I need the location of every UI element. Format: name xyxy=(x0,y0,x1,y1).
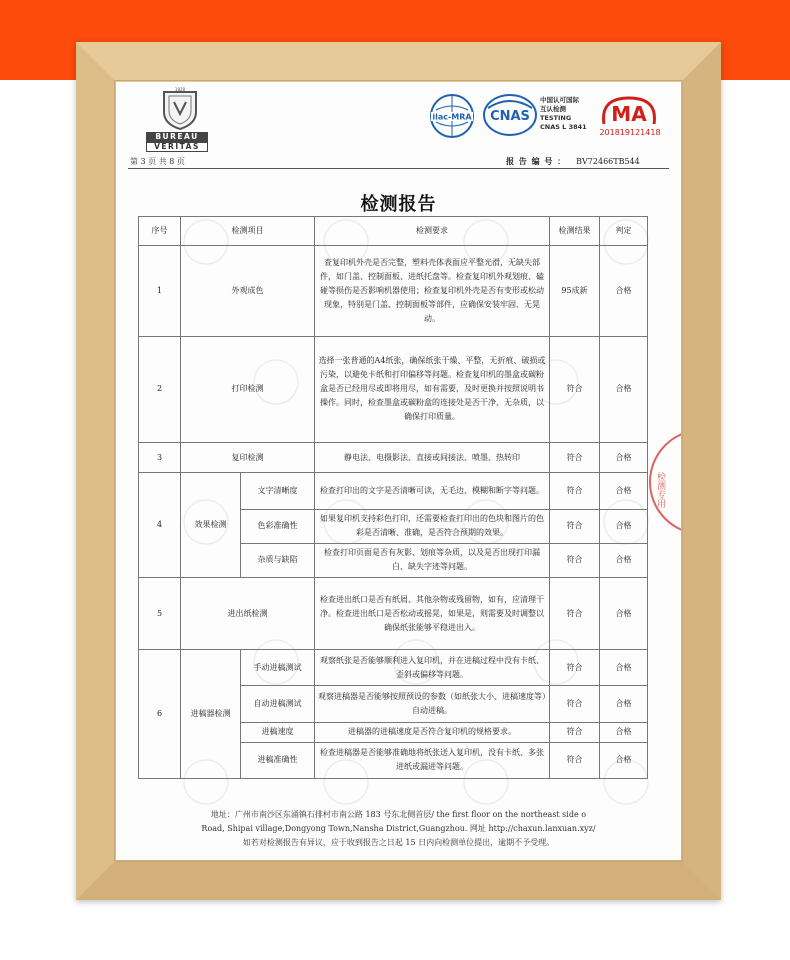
svg-text:ilac-MRA: ilac-MRA xyxy=(432,112,472,122)
svg-text:检测专用: 检测专用 xyxy=(655,472,665,508)
row-subitem: 进稿准确性 xyxy=(241,742,315,778)
row-verdict: 合格 xyxy=(600,543,648,577)
row-item: 进出纸检测 xyxy=(181,577,315,649)
row-requirement: 检查打印出的文字是否清晰可读，无毛边、模糊和断字等问题。 xyxy=(315,473,550,509)
row-verdict: 合格 xyxy=(600,509,648,543)
ilac-mra-logo xyxy=(428,92,476,140)
row-verdict: 合格 xyxy=(600,650,648,686)
report-number-label: 报 告 编 号 ： xyxy=(506,157,567,166)
row-item: 外观成色 xyxy=(181,246,315,336)
row-result: 符合 xyxy=(550,742,600,778)
row-requirement: 选择一张普通的A4纸张，确保纸张干燥、平整，无折痕、破损或污染，以避免卡纸和打印偏移等问题。检查复印机的墨盒或碳粉盒是否已经用尽或即将用尽，如有需要，及时更换并按照说明书操作。同时，检查墨盒或碳粉盒的连接处是否干净、无杂质，以确保打印质量。 xyxy=(315,336,550,443)
row-result: 符合 xyxy=(550,443,600,473)
inspection-table xyxy=(138,216,648,779)
row-item: 复印检测 xyxy=(181,443,315,473)
report-number-value: BV72466TB544 xyxy=(576,157,640,166)
cnas-line: TESTING xyxy=(540,114,572,122)
row-requirement: 检查打印页面是否有灰影、划痕等杂质，以及是否出现打印漏白、缺失字迹等问题。 xyxy=(315,543,550,577)
cnas-text-block xyxy=(540,96,602,132)
header-cell: 检测要求 xyxy=(315,217,550,246)
bv-seal-icon xyxy=(160,86,200,130)
row-result: 符合 xyxy=(550,509,600,543)
row-item: 效果检测 xyxy=(181,473,241,578)
row-verdict: 合格 xyxy=(600,686,648,722)
cma-logo xyxy=(596,94,662,128)
row-verdict: 合格 xyxy=(600,246,648,336)
cnas-line: CNAS L 3841 xyxy=(540,123,587,131)
row-number: 1 xyxy=(139,246,181,336)
header-cell: 判定 xyxy=(600,217,648,246)
table-row xyxy=(139,443,648,473)
row-verdict: 合格 xyxy=(600,722,648,742)
header-cell: 检测结果 xyxy=(550,217,600,246)
row-requirement: 观察纸张是否能够顺利进入复印机，并在进稿过程中没有卡纸、歪斜或偏移等问题。 xyxy=(315,650,550,686)
address-line-en: Road, Shipai village,Dongyong Town,Nansha District,Guangzhou. 网址 http://chaxun.lanxuan.xyz/ xyxy=(201,824,596,833)
red-stamp-partial xyxy=(648,422,681,542)
row-result: 符合 xyxy=(550,543,600,577)
row-result: 符合 xyxy=(550,650,600,686)
row-result: 符合 xyxy=(550,577,600,649)
report-title: 检测报告 xyxy=(360,194,437,215)
row-requirement: 检查进出纸口是否有纸屑、其他杂物或残留物，如有，应清理干净。检查进出纸口是否松动或摇晃，如果是，则需要及时调整以确保纸张能够平稳进出入。 xyxy=(315,577,550,649)
cnas-line: 中国认可国际 xyxy=(540,96,579,104)
cnas-logo xyxy=(482,92,538,138)
row-requirement: 如果复印机支持彩色打印，还需要检查打印出的色块和图片的色彩是否清晰、准确，是否符合预期的效果。 xyxy=(315,509,550,543)
cnas-line: 互认检测 xyxy=(540,105,566,113)
row-subitem: 色彩准确性 xyxy=(241,509,315,543)
table-header-row xyxy=(139,217,648,246)
svg-text:CNAS: CNAS xyxy=(490,109,530,124)
table-row xyxy=(139,473,648,509)
row-verdict: 合格 xyxy=(600,742,648,778)
row-requirement: 检查进稿器是否能够准确地将纸张送入复印机，没有卡纸、多张进纸或漏进等问题。 xyxy=(315,742,550,778)
row-item: 进稿器检测 xyxy=(181,650,241,779)
address-footer xyxy=(116,808,681,850)
bv-line2: VERITAS xyxy=(146,142,208,152)
row-verdict: 合格 xyxy=(600,443,648,473)
row-subitem: 文字清晰度 xyxy=(241,473,315,509)
page-number: 第 3 页 共 8 页 xyxy=(130,157,185,166)
row-result: 符合 xyxy=(550,473,600,509)
cma-number: 201819121418 xyxy=(599,128,661,137)
row-verdict: 合格 xyxy=(600,336,648,443)
table-row xyxy=(139,650,648,686)
row-requirement: 观察进稿器是否能够按照预设的参数（如纸张大小、进稿速度等）自动进稿。 xyxy=(315,686,550,722)
report-number xyxy=(506,156,640,167)
svg-text:MA: MA xyxy=(611,102,647,126)
header-cell: 检测项目 xyxy=(181,217,315,246)
objection-notice: 如若对检测报告有异议，应于收到报告之日起 15 日内向检测单位提出，逾期不予受理。 xyxy=(242,838,555,847)
table-row xyxy=(139,246,648,336)
row-number: 3 xyxy=(139,443,181,473)
row-verdict: 合格 xyxy=(600,473,648,509)
row-number: 2 xyxy=(139,336,181,443)
row-subitem: 杂质与缺陷 xyxy=(241,543,315,577)
row-subitem: 手动进稿测试 xyxy=(241,650,315,686)
table-row xyxy=(139,336,648,443)
header-rule xyxy=(128,168,669,169)
svg-text:1828: 1828 xyxy=(174,87,186,92)
row-verdict: 合格 xyxy=(600,577,648,649)
row-result: 95成新 xyxy=(550,246,600,336)
row-result: 符合 xyxy=(550,686,600,722)
row-result: 符合 xyxy=(550,722,600,742)
row-subitem: 自动进稿测试 xyxy=(241,686,315,722)
row-result: 符合 xyxy=(550,336,600,443)
row-number: 5 xyxy=(139,577,181,649)
header-cell: 序号 xyxy=(139,217,181,246)
bureau-veritas-logo xyxy=(136,86,210,156)
row-item: 打印检测 xyxy=(181,336,315,443)
row-requirement: 查复印机外壳是否完整，塑料壳体表面应平整光滑，无缺失部件，如门盖、控制面板、进纸托盘等。检查复印机外观划痕、磕碰等损伤是否影响机器使用；检查复印机外壳是否有变形或松动现象，特别是门盖、控制面板等部件，应确保安装牢固、无晃动。 xyxy=(315,246,550,336)
row-requirement: 静电法、电摄影法、直接或间接法、喷墨、热转印 xyxy=(315,443,550,473)
table-row xyxy=(139,577,648,649)
row-subitem: 进稿速度 xyxy=(241,722,315,742)
row-number: 6 xyxy=(139,650,181,779)
row-requirement: 进稿器的进稿速度是否符合复印机的规格要求。 xyxy=(315,722,550,742)
bv-line1: BUREAU xyxy=(146,132,208,142)
address-line-cn: 地址：广州市南沙区东涌镇石排村市南公路 183 号东北侧首层/ the first floor on the northeast side o xyxy=(210,810,587,819)
row-number: 4 xyxy=(139,473,181,578)
certificate-paper xyxy=(116,82,681,860)
